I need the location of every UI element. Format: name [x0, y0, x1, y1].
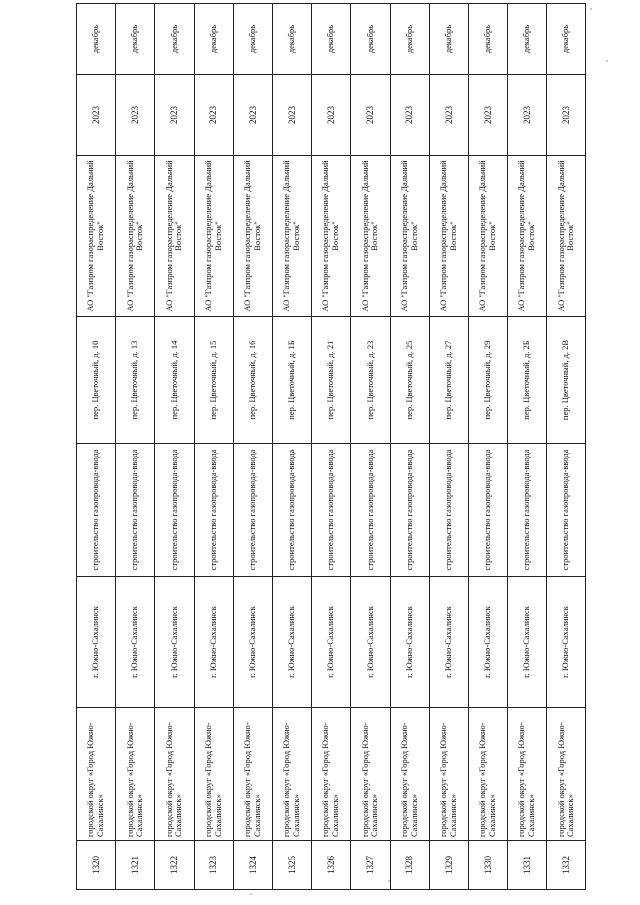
row-number: 1324 — [233, 841, 272, 890]
municipality-cell: городской округ «Город Южно-Сахалинск» — [77, 708, 116, 841]
table-row — [77, 4, 116, 890]
work-type-cell: строительство газопровода-ввода — [351, 444, 390, 577]
work-type-cell: строительство газопровода-ввода — [390, 444, 429, 577]
city-cell: г. Южно-Сахалинск — [155, 577, 194, 708]
organization-cell: АО "Газпром газораспределение Дальний Восток" — [312, 156, 351, 317]
scan-speck — [250, 893, 252, 895]
address-cell: пер. Цветочный, д. 25 — [390, 317, 429, 444]
table-row — [233, 4, 272, 890]
scan-speck — [388, 880, 390, 882]
table-row — [468, 4, 507, 890]
city-cell: г. Южно-Сахалинск — [429, 577, 468, 708]
year-cell: 2023 — [116, 75, 155, 156]
month-cell: декабрь — [429, 4, 468, 75]
city-cell: г. Южно-Сахалинск — [233, 577, 272, 708]
year-cell: 2023 — [429, 75, 468, 156]
municipality-cell: городской округ «Город Южно-Сахалинск» — [312, 708, 351, 841]
organization-cell: АО "Газпром газораспределение Дальний Восток" — [116, 156, 155, 317]
table-body — [77, 4, 586, 890]
municipality-cell: городской округ «Город Южно-Сахалинск» — [233, 708, 272, 841]
row-number: 1320 — [77, 841, 116, 890]
row-number: 1322 — [155, 841, 194, 890]
municipality-cell: городской округ «Город Южно-Сахалинск» — [351, 708, 390, 841]
city-cell: г. Южно-Сахалинск — [116, 577, 155, 708]
work-type-cell: строительство газопровода-ввода — [547, 444, 586, 577]
year-cell: 2023 — [312, 75, 351, 156]
year-cell: 2023 — [547, 75, 586, 156]
month-cell: декабрь — [272, 4, 311, 75]
year-cell: 2023 — [508, 75, 547, 156]
table-row — [312, 4, 351, 890]
address-cell: пер. Цветочный, д. 1Б — [272, 317, 311, 444]
city-cell: г. Южно-Сахалинск — [77, 577, 116, 708]
city-cell: г. Южно-Сахалинск — [194, 577, 233, 708]
organization-cell: АО "Газпром газораспределение Дальний Восток" — [77, 156, 116, 317]
year-cell: 2023 — [390, 75, 429, 156]
year-cell: 2023 — [194, 75, 233, 156]
address-cell: пер. Цветочный, д. 10 — [77, 317, 116, 444]
scan-speck — [606, 60, 608, 62]
table-row — [116, 4, 155, 890]
month-cell: декабрь — [77, 4, 116, 75]
row-number: 1326 — [312, 841, 351, 890]
table-row — [351, 4, 390, 890]
month-cell: декабрь — [390, 4, 429, 75]
municipality-cell: городской округ «Город Южно-Сахалинск» — [272, 708, 311, 841]
table-row — [429, 4, 468, 890]
municipality-cell: городской округ «Город Южно-Сахалинск» — [547, 708, 586, 841]
year-cell: 2023 — [468, 75, 507, 156]
row-number: 1327 — [351, 841, 390, 890]
month-cell: декабрь — [233, 4, 272, 75]
row-number: 1332 — [547, 841, 586, 890]
table-row — [547, 4, 586, 890]
year-cell: 2023 — [155, 75, 194, 156]
organization-cell: АО "Газпром газораспределение Дальний Восток" — [547, 156, 586, 317]
year-cell: 2023 — [233, 75, 272, 156]
address-cell: пер. Цветочный, д. 13 — [116, 317, 155, 444]
year-cell: 2023 — [351, 75, 390, 156]
work-type-cell: строительство газопровода-ввода — [468, 444, 507, 577]
year-cell: 2023 — [77, 75, 116, 156]
city-cell: г. Южно-Сахалинск — [508, 577, 547, 708]
organization-cell: АО "Газпром газораспределение Дальний Восток" — [233, 156, 272, 317]
table-row — [272, 4, 311, 890]
municipality-cell: городской округ «Город Южно-Сахалинск» — [468, 708, 507, 841]
work-type-cell: строительство газопровода-ввода — [429, 444, 468, 577]
organization-cell: АО "Газпром газораспределение Дальний Восток" — [272, 156, 311, 317]
address-cell: пер. Цветочный, д. 14 — [155, 317, 194, 444]
address-cell: пер. Цветочный, д. 23 — [351, 317, 390, 444]
row-number: 1325 — [272, 841, 311, 890]
municipality-cell: городской округ «Город Южно-Сахалинск» — [508, 708, 547, 841]
address-cell: пер. Цветочный, д. 27 — [429, 317, 468, 444]
month-cell: декабрь — [116, 4, 155, 75]
city-cell: г. Южно-Сахалинск — [468, 577, 507, 708]
address-cell: пер. Цветочный, д. 2Б — [508, 317, 547, 444]
municipality-cell: городской округ «Город Южно-Сахалинск» — [116, 708, 155, 841]
address-cell: пер. Цветочный, д. 2В — [547, 317, 586, 444]
month-cell: декабрь — [351, 4, 390, 75]
table-row — [155, 4, 194, 890]
address-cell: пер. Цветочный, д. 29 — [468, 317, 507, 444]
city-cell: г. Южно-Сахалинск — [351, 577, 390, 708]
city-cell: г. Южно-Сахалинск — [390, 577, 429, 708]
address-cell: пер. Цветочный, д. 21 — [312, 317, 351, 444]
row-number: 1323 — [194, 841, 233, 890]
row-number: 1329 — [429, 841, 468, 890]
gas-connection-table — [76, 3, 586, 890]
table-row — [508, 4, 547, 890]
year-cell: 2023 — [272, 75, 311, 156]
row-number: 1321 — [116, 841, 155, 890]
organization-cell: АО "Газпром газораспределение Дальний Восток" — [390, 156, 429, 317]
municipality-cell: городской округ «Город Южно-Сахалинск» — [194, 708, 233, 841]
city-cell: г. Южно-Сахалинск — [547, 577, 586, 708]
row-number: 1330 — [468, 841, 507, 890]
month-cell: декабрь — [508, 4, 547, 75]
municipality-cell: городской округ «Город Южно-Сахалинск» — [429, 708, 468, 841]
municipality-cell: городской округ «Город Южно-Сахалинск» — [155, 708, 194, 841]
row-number: 1328 — [390, 841, 429, 890]
month-cell: декабрь — [547, 4, 586, 75]
work-type-cell: строительство газопровода-ввода — [116, 444, 155, 577]
month-cell: декабрь — [194, 4, 233, 75]
work-type-cell: строительство газопровода-ввода — [312, 444, 351, 577]
work-type-cell: строительство газопровода-ввода — [233, 444, 272, 577]
row-number: 1331 — [508, 841, 547, 890]
city-cell: г. Южно-Сахалинск — [272, 577, 311, 708]
organization-cell: АО "Газпром газораспределение Дальний Восток" — [351, 156, 390, 317]
city-cell: г. Южно-Сахалинск — [312, 577, 351, 708]
work-type-cell: строительство газопровода-ввода — [155, 444, 194, 577]
table-row — [194, 4, 233, 890]
table-row — [390, 4, 429, 890]
month-cell: декабрь — [312, 4, 351, 75]
work-type-cell: строительство газопровода-ввода — [77, 444, 116, 577]
organization-cell: АО "Газпром газораспределение Дальний Восток" — [429, 156, 468, 317]
month-cell: декабрь — [155, 4, 194, 75]
organization-cell: АО "Газпром газораспределение Дальний Восток" — [194, 156, 233, 317]
address-cell: пер. Цветочный, д. 16 — [233, 317, 272, 444]
month-cell: декабрь — [468, 4, 507, 75]
municipality-cell: городской округ «Город Южно-Сахалинск» — [390, 708, 429, 841]
organization-cell: АО "Газпром газораспределение Дальний Восток" — [508, 156, 547, 317]
work-type-cell: строительство газопровода-ввода — [272, 444, 311, 577]
address-cell: пер. Цветочный, д. 15 — [194, 317, 233, 444]
organization-cell: АО "Газпром газораспределение Дальний Восток" — [155, 156, 194, 317]
scan-speck — [590, 8, 592, 10]
work-type-cell: строительство газопровода-ввода — [194, 444, 233, 577]
organization-cell: АО "Газпром газораспределение Дальний Восток" — [468, 156, 507, 317]
work-type-cell: строительство газопровода-ввода — [508, 444, 547, 577]
